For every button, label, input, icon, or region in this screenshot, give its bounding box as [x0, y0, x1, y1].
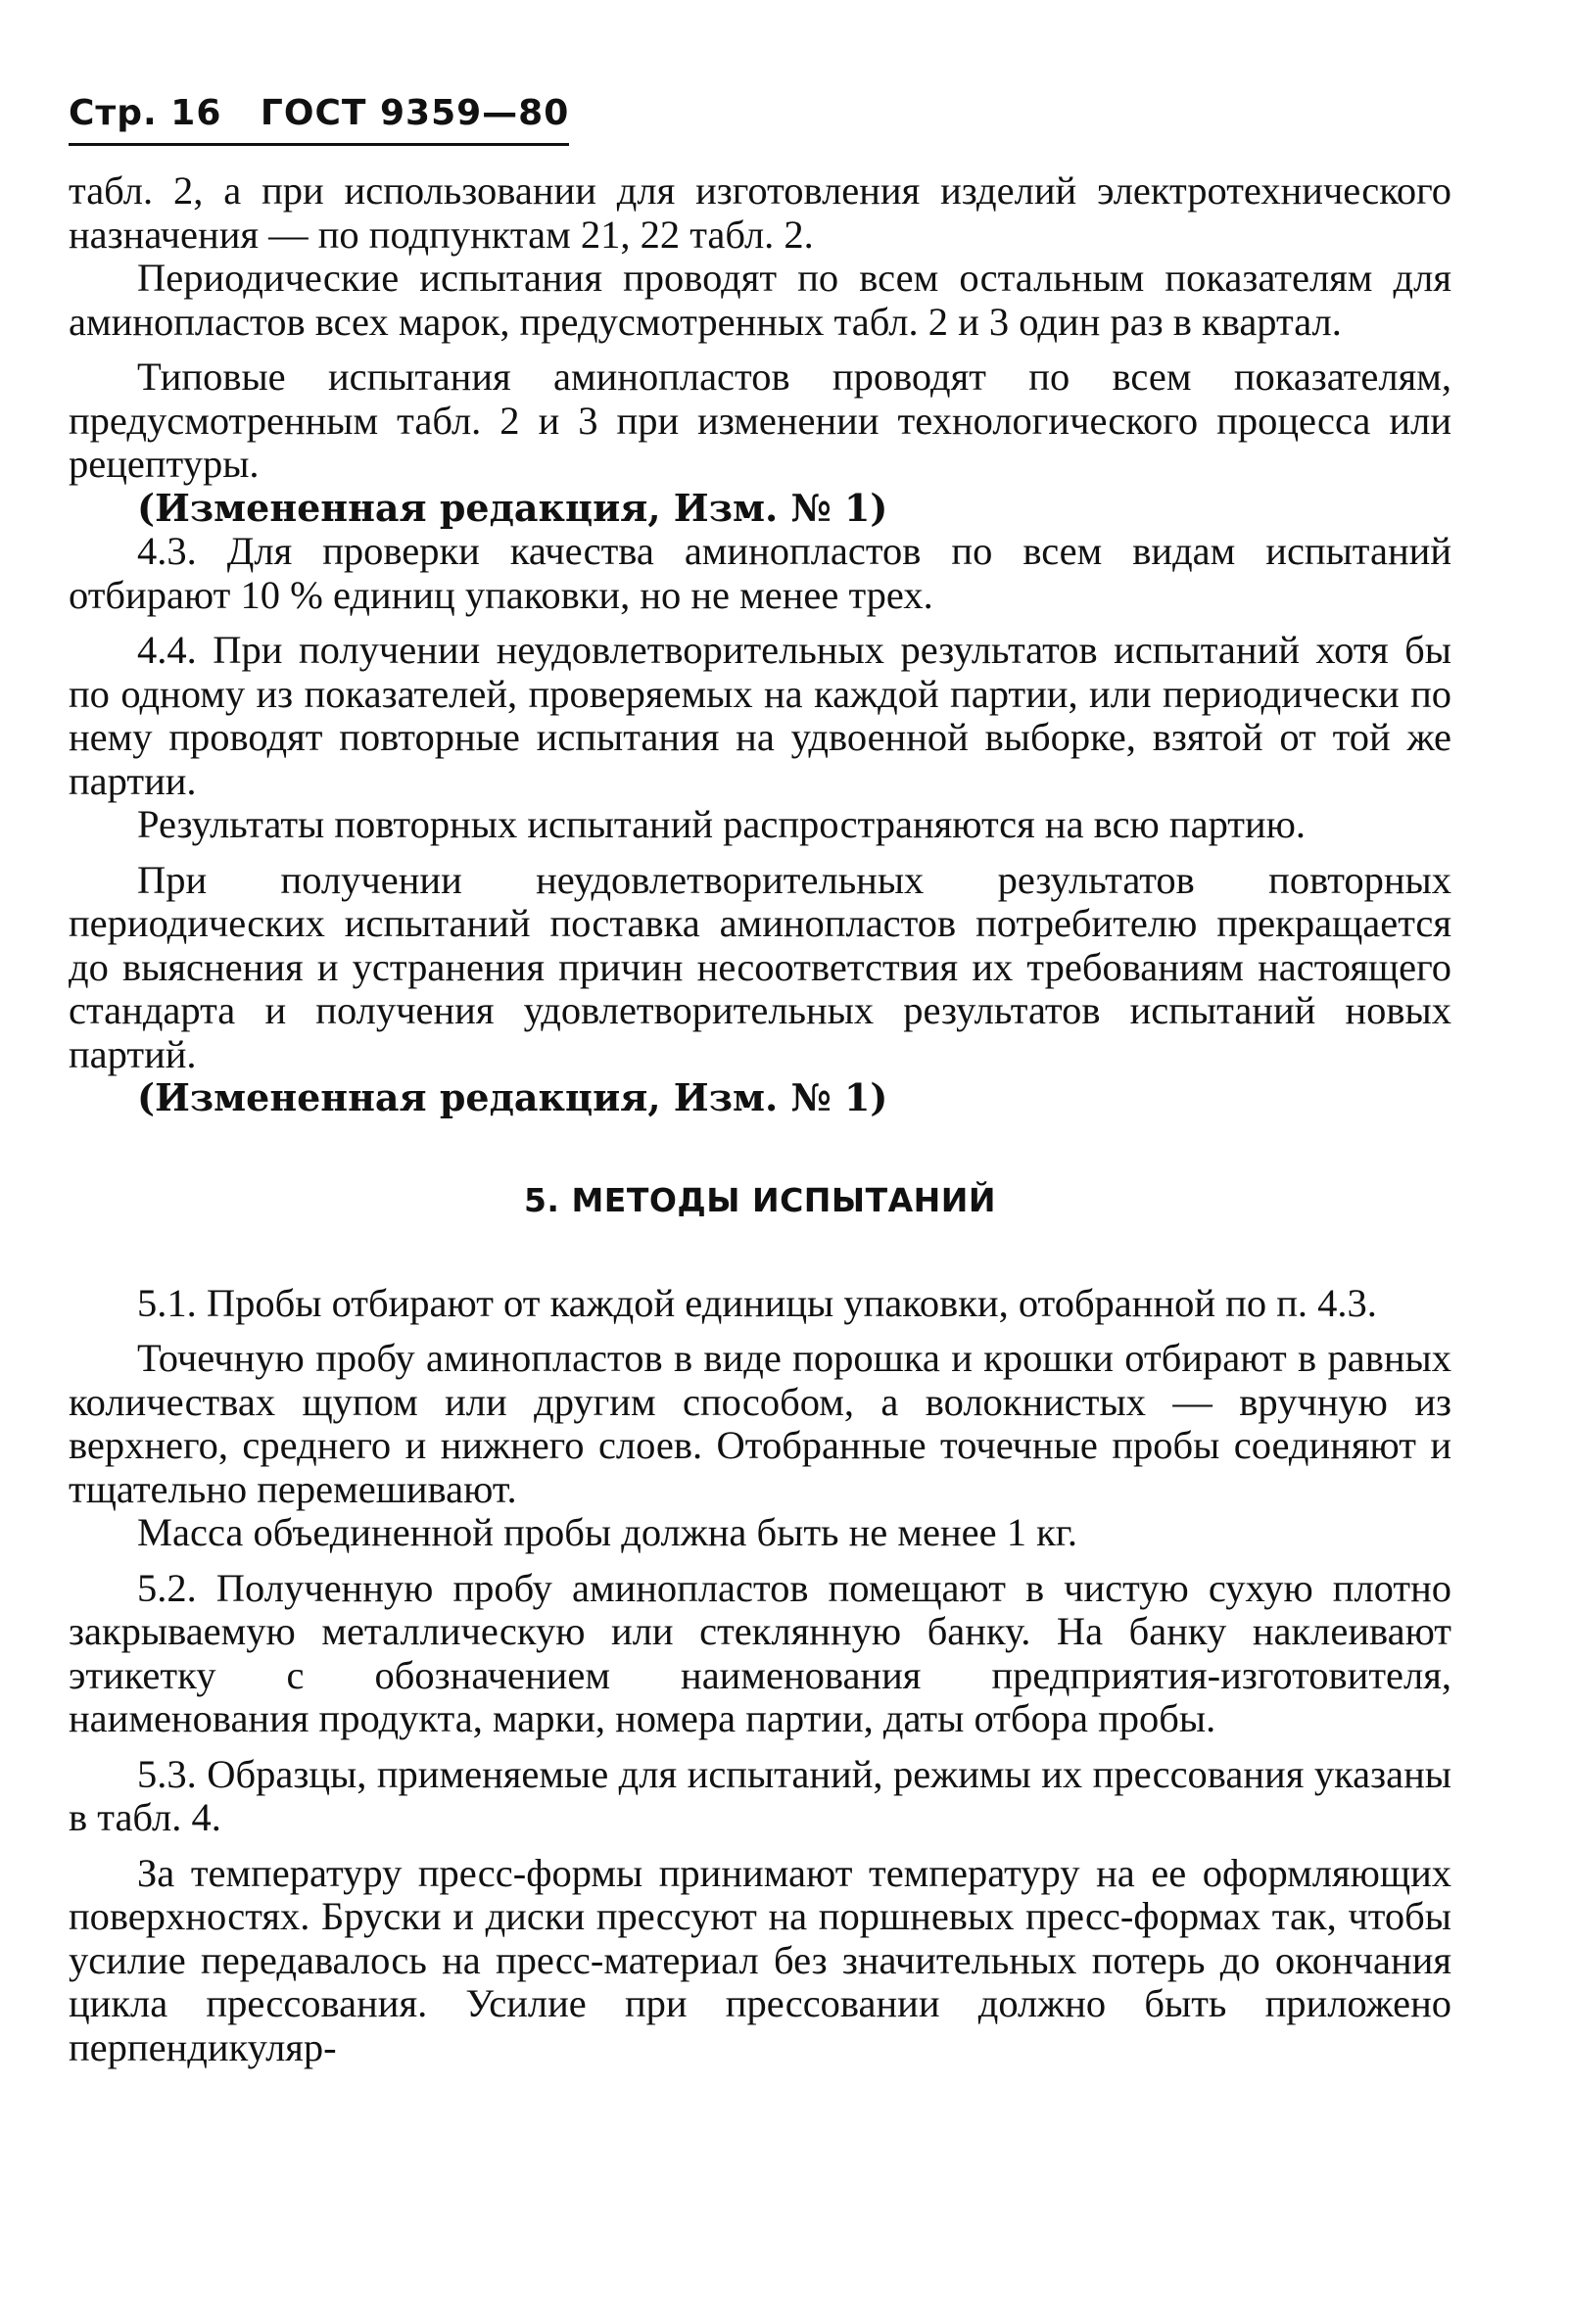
paragraph: За температуру пресс-формы принимают температуру на ее оформляющих поверхностях. Бруски и диски прессуют на поршневых пресс-формах так, чтобы усилие передавалось на пресс-материал без значительных потерь до окончания цикла прессования. Усилие при прессовании должно быть приложено перпендикуляр- — [69, 1850, 1451, 2069]
revision-note: (Измененная редакция, Изм. № 1) — [137, 1075, 888, 1119]
page-number: Стр. 16 — [69, 93, 222, 133]
paragraph: Типовые испытания аминопластов проводят по всем показателям, предусмотренным табл. 2 и 3 при изменении технологического процесса или рецептуры. — [69, 355, 1451, 486]
clause-4-3: 4.3. Для проверки качества аминопластов по всем видам испытаний отбирают 10 % единиц упаковки, но не менее трех. — [69, 529, 1451, 617]
page-header — [69, 93, 569, 146]
clause-4-4: 4.4. При получении неудовлетворительных результатов испытаний хотя бы по одному из показателей, проверяемых на каждой партии, или периодически по нему проводят повторные испытания на удвоенной выборке, взятой от той же партии. — [69, 628, 1451, 803]
standard-code: ГОСТ 9359—80 — [260, 93, 570, 133]
paragraph: Результаты повторных испытаний распространяются на всю партию. — [137, 802, 1307, 846]
clause-5-3: 5.3. Образцы, применяемые для испытаний, режимы их прессования указаны в табл. 4. — [69, 1751, 1451, 1839]
paragraph: Масса объединенной пробы должна быть не менее 1 кг. — [137, 1510, 1077, 1554]
paragraph: Периодические испытания проводят по всем остальным показателям для аминопластов всех марок, предусмотренных табл. 2 и 3 один раз в квартал. — [69, 256, 1451, 344]
revision-note: (Измененная редакция, Изм. № 1) — [137, 485, 888, 530]
paragraph: Точечную пробу аминопластов в виде порошка и крошки отбирают в равных количествах щупом или другим способом, а волокнистых — вручную из верхнего, среднего и нижнего слоев. Отобранные точечные пробы соединяют и тщательно перемешивают. — [69, 1336, 1451, 1511]
paragraph: табл. 2, а при использовании для изготовления изделий электротехнического назначения — по подпунктам 21, 22 табл. 2. — [69, 168, 1451, 257]
section-title: 5. МЕТОДЫ ИСПЫТАНИЙ — [523, 1180, 997, 1219]
document-page — [69, 93, 1451, 2069]
paragraph: При получении неудовлетворительных результатов повторных периодических испытаний поставка аминопластов потребителю прекращается до выяснения и устранения причин несоответствия их требованиям настоящего стандарта и получения удовлетворительных результатов испытаний новых партий. — [69, 857, 1451, 1076]
clause-5-2: 5.2. Полученную пробу аминопластов помещают в чистую сухую плотно закрываемую металлическую или стеклянную банку. На банку наклеивают этикетку с обозначением наименования предприятия-изготовителя, наименования продукта, марки, номера партии, даты отбора пробы. — [69, 1565, 1451, 1740]
clause-5-1: 5.1. Пробы отбирают от каждой единицы упаковки, отобранной по п. 4.3. — [137, 1280, 1377, 1325]
